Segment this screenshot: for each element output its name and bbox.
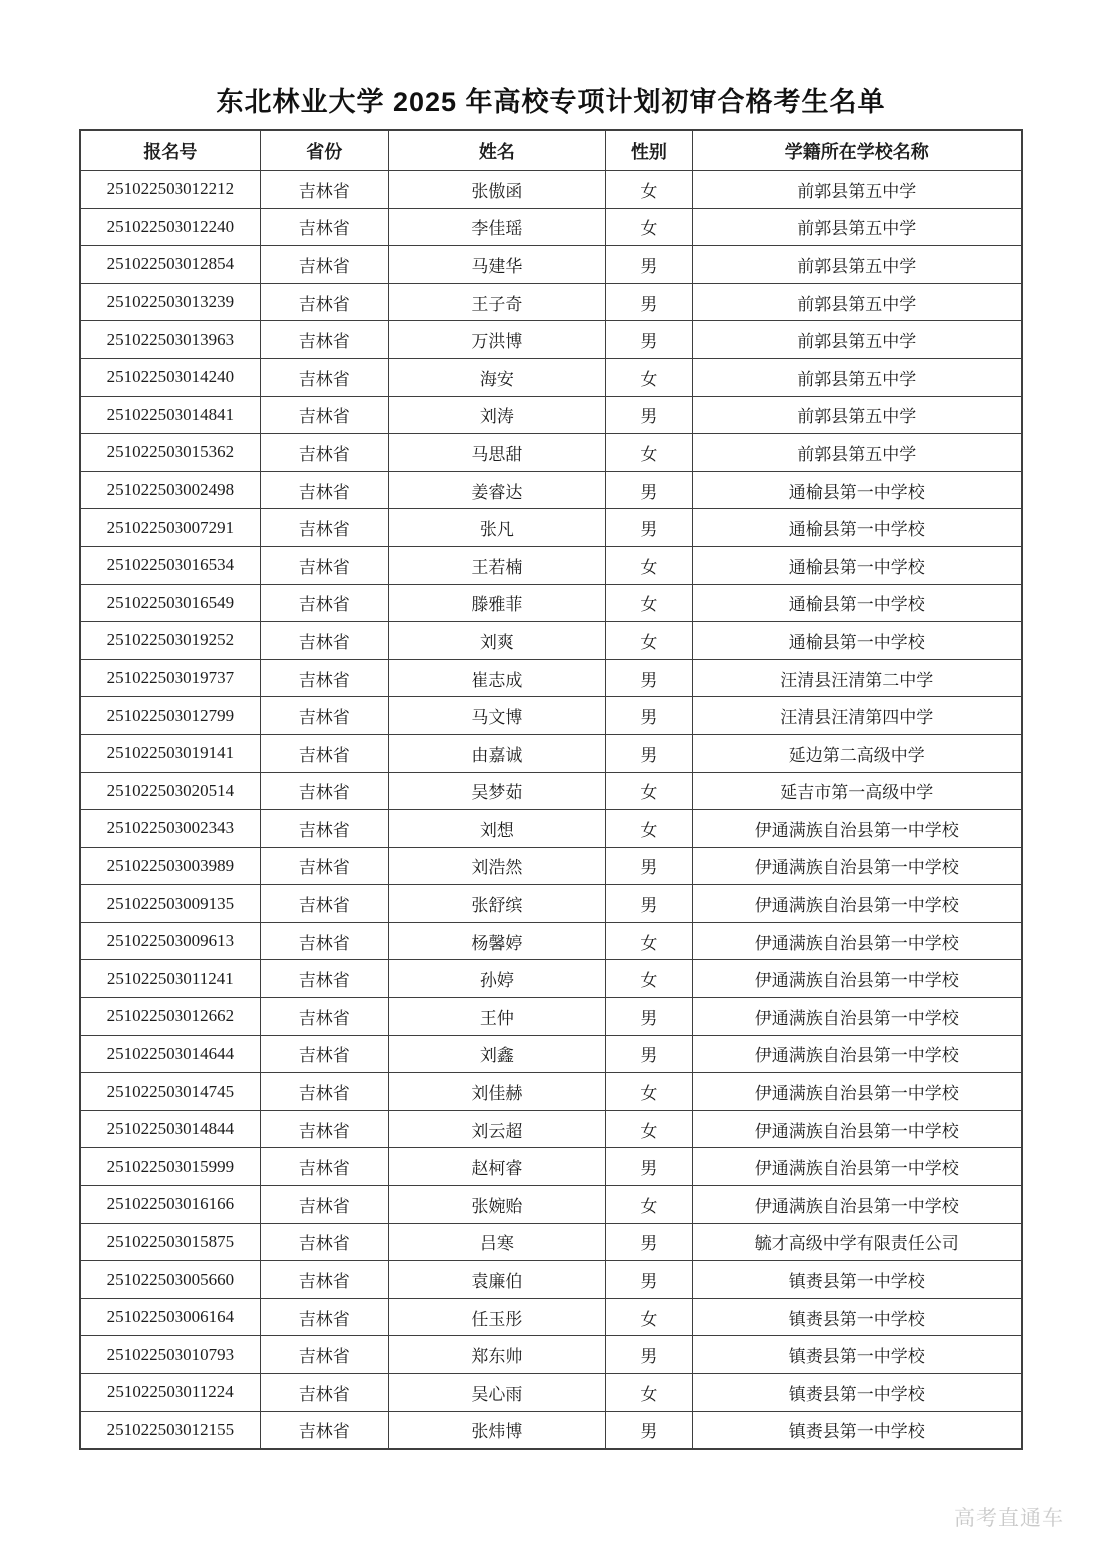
table-cell: 吉林省 (260, 960, 388, 998)
table-cell: 251022503012212 (81, 171, 261, 209)
table-row (81, 622, 1022, 660)
table-row (81, 960, 1022, 998)
table-cell: 汪清县汪清第二中学 (692, 659, 1021, 697)
table-cell: 女 (606, 922, 693, 960)
table-row (81, 772, 1022, 810)
table-cell: 男 (606, 1336, 693, 1374)
table-cell: 前郭县第五中学 (692, 396, 1021, 434)
table-cell: 杨馨婷 (388, 922, 605, 960)
table-cell: 吉林省 (260, 847, 388, 885)
table-cell: 镇赉县第一中学校 (692, 1374, 1021, 1412)
table-cell: 女 (606, 1298, 693, 1336)
table-cell: 女 (606, 960, 693, 998)
table-cell: 女 (606, 1073, 693, 1111)
table-cell: 伊通满族自治县第一中学校 (692, 1186, 1021, 1224)
table-cell: 吉林省 (260, 171, 388, 209)
table-row (81, 1073, 1022, 1111)
table-cell: 251022503009613 (81, 922, 261, 960)
table-cell: 张傲函 (388, 171, 605, 209)
table-cell: 251022503009135 (81, 885, 261, 923)
table-cell: 女 (606, 434, 693, 472)
table-cell: 通榆县第一中学校 (692, 546, 1021, 584)
table-cell: 通榆县第一中学校 (692, 622, 1021, 660)
table-row (81, 1298, 1022, 1336)
table-cell: 延吉市第一高级中学 (692, 772, 1021, 810)
table-cell: 吉林省 (260, 509, 388, 547)
table-cell: 251022503019141 (81, 734, 261, 772)
table-row (81, 885, 1022, 923)
table-cell: 女 (606, 358, 693, 396)
table-cell: 251022503016166 (81, 1186, 261, 1224)
table-cell: 吉林省 (260, 434, 388, 472)
table-cell: 男 (606, 283, 693, 321)
table-row (81, 1411, 1022, 1449)
table-row (81, 847, 1022, 885)
table-cell: 袁廉伯 (388, 1261, 605, 1299)
table-cell: 251022503012240 (81, 208, 261, 246)
candidate-table (80, 130, 1022, 1449)
column-header: 报名号 (81, 131, 261, 171)
table-cell: 吉林省 (260, 208, 388, 246)
table-cell: 男 (606, 885, 693, 923)
table-cell: 滕雅菲 (388, 584, 605, 622)
column-header: 省份 (260, 131, 388, 171)
table-cell: 女 (606, 171, 693, 209)
table-cell: 251022503007291 (81, 509, 261, 547)
table-cell: 刘佳赫 (388, 1073, 605, 1111)
table-cell: 延边第二高级中学 (692, 734, 1021, 772)
column-header: 姓名 (388, 131, 605, 171)
table-cell: 张炜博 (388, 1411, 605, 1449)
table-row (81, 1035, 1022, 1073)
table-row (81, 471, 1022, 509)
table-cell: 251022503002498 (81, 471, 261, 509)
table-row (81, 509, 1022, 547)
table-cell: 刘涛 (388, 396, 605, 434)
table-cell: 吉林省 (260, 810, 388, 848)
table-row (81, 584, 1022, 622)
table-cell: 男 (606, 1035, 693, 1073)
table-cell: 吉林省 (260, 1374, 388, 1412)
table-cell: 吴梦茹 (388, 772, 605, 810)
column-header: 性别 (606, 131, 693, 171)
table-cell: 吉林省 (260, 283, 388, 321)
table-cell: 男 (606, 321, 693, 359)
table-cell: 251022503012799 (81, 697, 261, 735)
table-cell: 崔志成 (388, 659, 605, 697)
table-cell: 张婉贻 (388, 1186, 605, 1224)
table-cell: 吉林省 (260, 246, 388, 284)
table-cell: 男 (606, 396, 693, 434)
table-row (81, 1374, 1022, 1412)
table-cell: 前郭县第五中学 (692, 171, 1021, 209)
table-cell: 吉林省 (260, 998, 388, 1036)
table-cell: 251022503019252 (81, 622, 261, 660)
table-cell: 镇赉县第一中学校 (692, 1411, 1021, 1449)
table-row (81, 1110, 1022, 1148)
table-cell: 251022503016549 (81, 584, 261, 622)
table-cell: 251022503013963 (81, 321, 261, 359)
table-cell: 吕寒 (388, 1223, 605, 1261)
table-cell: 通榆县第一中学校 (692, 471, 1021, 509)
table-cell: 刘爽 (388, 622, 605, 660)
table-cell: 女 (606, 1374, 693, 1412)
table-cell: 伊通满族自治县第一中学校 (692, 998, 1021, 1036)
table-cell: 吉林省 (260, 772, 388, 810)
table-cell: 男 (606, 659, 693, 697)
table-cell: 伊通满族自治县第一中学校 (692, 922, 1021, 960)
table-cell: 251022503019737 (81, 659, 261, 697)
table-cell: 吉林省 (260, 734, 388, 772)
table-cell: 251022503003989 (81, 847, 261, 885)
table-cell: 女 (606, 584, 693, 622)
table-cell: 孙婷 (388, 960, 605, 998)
table-cell: 马文博 (388, 697, 605, 735)
watermark-text: 高考直通车 (954, 1507, 1064, 1530)
table-cell: 镇赉县第一中学校 (692, 1298, 1021, 1336)
table-row (81, 659, 1022, 697)
table-cell: 前郭县第五中学 (692, 208, 1021, 246)
table-row (81, 697, 1022, 735)
table-cell: 251022503014844 (81, 1110, 261, 1148)
table-cell: 女 (606, 1186, 693, 1224)
table-cell: 吉林省 (260, 471, 388, 509)
table-cell: 男 (606, 697, 693, 735)
table-cell: 251022503002343 (81, 810, 261, 848)
table-cell: 吉林省 (260, 885, 388, 923)
table-cell: 吉林省 (260, 659, 388, 697)
table-cell: 由嘉诚 (388, 734, 605, 772)
table-cell: 251022503014745 (81, 1073, 261, 1111)
table-row (81, 922, 1022, 960)
table-row (81, 1186, 1022, 1224)
table-cell: 251022503014841 (81, 396, 261, 434)
table-cell: 镇赉县第一中学校 (692, 1336, 1021, 1374)
table-row (81, 171, 1022, 209)
table-cell: 251022503013239 (81, 283, 261, 321)
table-cell: 伊通满族自治县第一中学校 (692, 847, 1021, 885)
table-cell: 吉林省 (260, 1186, 388, 1224)
table-cell: 前郭县第五中学 (692, 246, 1021, 284)
table-cell: 马思甜 (388, 434, 605, 472)
table-row (81, 358, 1022, 396)
table-row (81, 546, 1022, 584)
table-cell: 张凡 (388, 509, 605, 547)
table-row (81, 321, 1022, 359)
table-cell: 吉林省 (260, 358, 388, 396)
table-row (81, 1148, 1022, 1186)
table-cell: 吉林省 (260, 922, 388, 960)
table-cell: 女 (606, 546, 693, 584)
table-cell: 李佳瑶 (388, 208, 605, 246)
table-cell: 男 (606, 1223, 693, 1261)
table-cell: 吉林省 (260, 546, 388, 584)
page-title: 东北林业大学 2025 年高校专项计划初审合格考生名单 (216, 87, 886, 117)
table-cell: 251022503011241 (81, 960, 261, 998)
table-cell: 郑东帅 (388, 1336, 605, 1374)
table-cell: 251022503014644 (81, 1035, 261, 1073)
table-row (81, 1223, 1022, 1261)
table-cell: 251022503005660 (81, 1261, 261, 1299)
table-cell: 女 (606, 1110, 693, 1148)
table-cell: 吉林省 (260, 622, 388, 660)
table-row (81, 396, 1022, 434)
table-cell: 吉林省 (260, 1035, 388, 1073)
table-cell: 前郭县第五中学 (692, 283, 1021, 321)
table-cell: 男 (606, 1411, 693, 1449)
table-cell: 女 (606, 622, 693, 660)
table-cell: 吉林省 (260, 321, 388, 359)
table-cell: 前郭县第五中学 (692, 321, 1021, 359)
table-cell: 赵柯睿 (388, 1148, 605, 1186)
table-cell: 海安 (388, 358, 605, 396)
table-row (81, 283, 1022, 321)
table-cell: 251022503012662 (81, 998, 261, 1036)
table-cell: 男 (606, 1148, 693, 1186)
table-cell: 男 (606, 509, 693, 547)
table-row (81, 434, 1022, 472)
table-cell: 吉林省 (260, 1110, 388, 1148)
table-cell: 张舒缤 (388, 885, 605, 923)
table-cell: 伊通满族自治县第一中学校 (692, 960, 1021, 998)
table-cell: 刘想 (388, 810, 605, 848)
table-cell: 251022503010793 (81, 1336, 261, 1374)
table-cell: 男 (606, 847, 693, 885)
table-cell: 女 (606, 208, 693, 246)
table-cell: 伊通满族自治县第一中学校 (692, 885, 1021, 923)
table-row (81, 734, 1022, 772)
table-cell: 251022503015362 (81, 434, 261, 472)
table-cell: 万洪博 (388, 321, 605, 359)
table-cell: 吉林省 (260, 584, 388, 622)
table-cell: 镇赉县第一中学校 (692, 1261, 1021, 1299)
table-cell: 马建华 (388, 246, 605, 284)
table-cell: 王若楠 (388, 546, 605, 584)
table-cell: 伊通满族自治县第一中学校 (692, 1148, 1021, 1186)
table-cell: 伊通满族自治县第一中学校 (692, 1035, 1021, 1073)
table-row (81, 1336, 1022, 1374)
table-cell: 男 (606, 1261, 693, 1299)
table-cell: 吴心雨 (388, 1374, 605, 1412)
table-cell: 吉林省 (260, 1073, 388, 1111)
table-row (81, 810, 1022, 848)
table-cell: 251022503014240 (81, 358, 261, 396)
table-cell: 任玉彤 (388, 1298, 605, 1336)
table-cell: 251022503020514 (81, 772, 261, 810)
table-cell: 伊通满族自治县第一中学校 (692, 810, 1021, 848)
table-cell: 伊通满族自治县第一中学校 (692, 1073, 1021, 1111)
table-row (81, 246, 1022, 284)
table-cell: 刘浩然 (388, 847, 605, 885)
table-cell: 通榆县第一中学校 (692, 584, 1021, 622)
table-cell: 吉林省 (260, 1223, 388, 1261)
table-cell: 吉林省 (260, 1261, 388, 1299)
table-cell: 251022503012854 (81, 246, 261, 284)
table-cell: 男 (606, 246, 693, 284)
table-cell: 吉林省 (260, 1298, 388, 1336)
table-cell: 刘鑫 (388, 1035, 605, 1073)
table-cell: 251022503015875 (81, 1223, 261, 1261)
table-cell: 伊通满族自治县第一中学校 (692, 1110, 1021, 1148)
table-cell: 吉林省 (260, 396, 388, 434)
table-cell: 吉林省 (260, 1411, 388, 1449)
table-cell: 刘云超 (388, 1110, 605, 1148)
table-row (81, 998, 1022, 1036)
table-cell: 251022503015999 (81, 1148, 261, 1186)
table-cell: 251022503012155 (81, 1411, 261, 1449)
table-cell: 男 (606, 734, 693, 772)
table-row (81, 1261, 1022, 1299)
table-cell: 汪清县汪清第四中学 (692, 697, 1021, 735)
table-cell: 251022503011224 (81, 1374, 261, 1412)
table-cell: 前郭县第五中学 (692, 434, 1021, 472)
table-cell: 251022503006164 (81, 1298, 261, 1336)
table-cell: 王仲 (388, 998, 605, 1036)
table-cell: 通榆县第一中学校 (692, 509, 1021, 547)
table-cell: 女 (606, 810, 693, 848)
column-header: 学籍所在学校名称 (692, 131, 1021, 171)
table-header-row (81, 131, 1022, 171)
table-cell: 吉林省 (260, 1336, 388, 1374)
table-row (81, 208, 1022, 246)
table-cell: 吉林省 (260, 697, 388, 735)
table-cell: 毓才高级中学有限责任公司 (692, 1223, 1021, 1261)
table-cell: 女 (606, 772, 693, 810)
table-cell: 姜睿达 (388, 471, 605, 509)
table-cell: 前郭县第五中学 (692, 358, 1021, 396)
table-cell: 251022503016534 (81, 546, 261, 584)
table-cell: 男 (606, 998, 693, 1036)
table-cell: 男 (606, 471, 693, 509)
table-cell: 吉林省 (260, 1148, 388, 1186)
table-cell: 王子奇 (388, 283, 605, 321)
